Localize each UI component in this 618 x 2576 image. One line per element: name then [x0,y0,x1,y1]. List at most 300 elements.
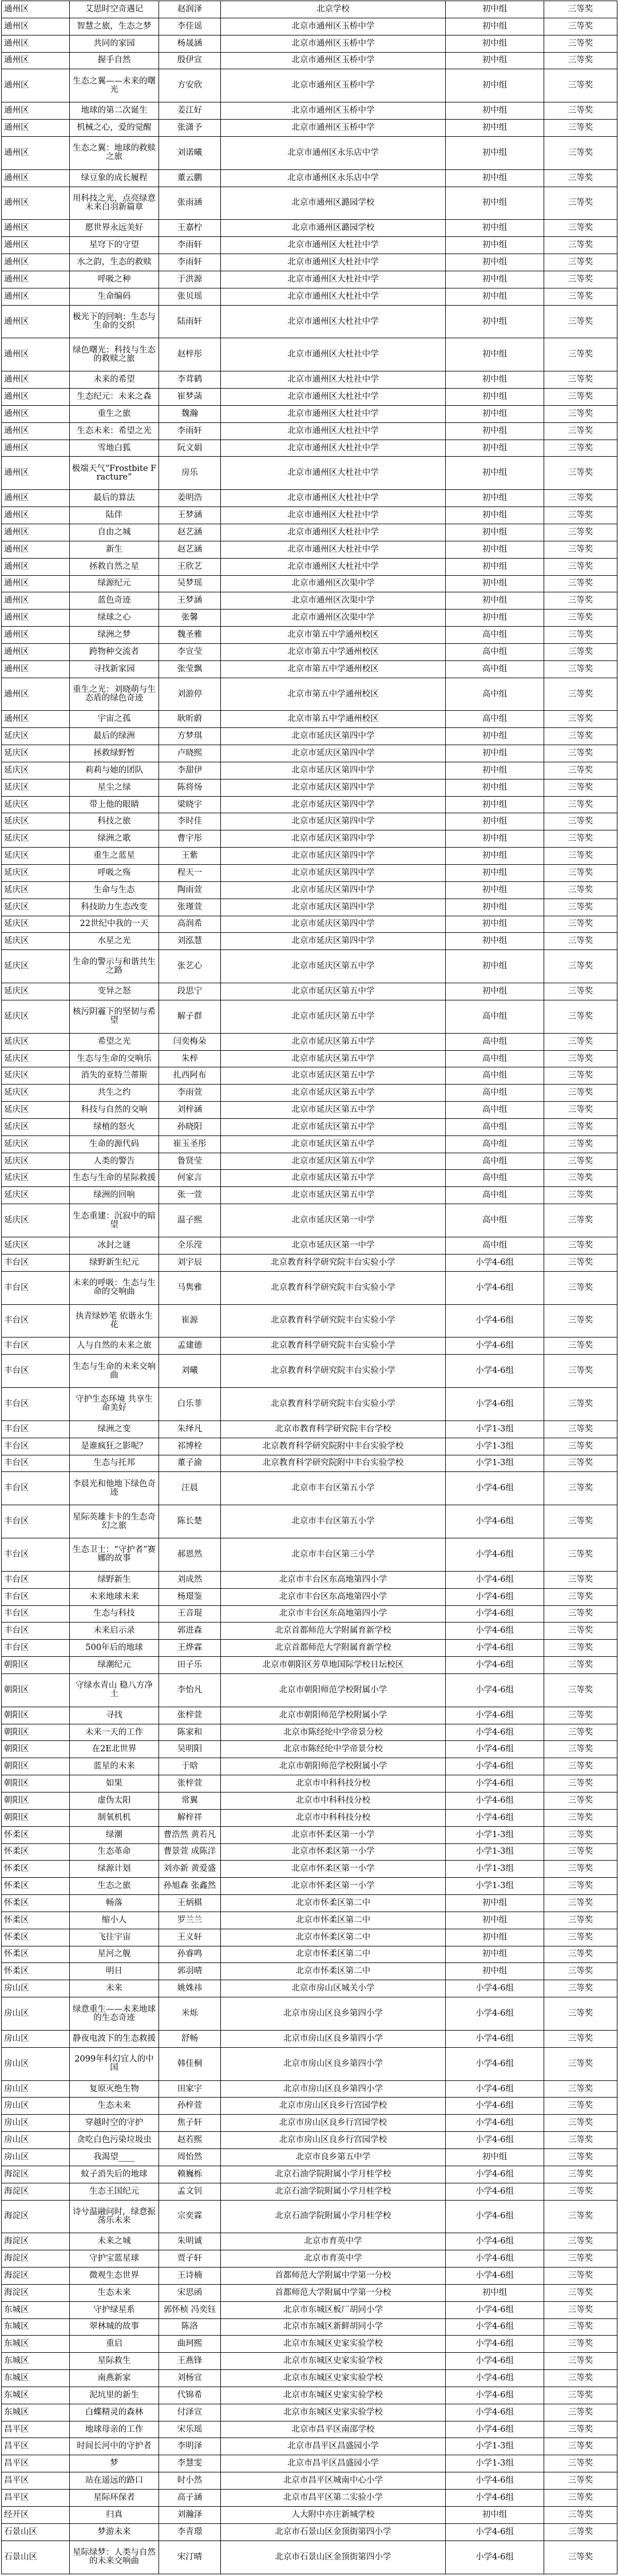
school-cell: 北京市通州区玉桥中学 [221,35,446,52]
title-cell: 制氧机机 [70,1809,159,1826]
group-cell: 高中组 [446,627,544,644]
award-cell: 三等奖 [544,1588,617,1605]
title-cell: 南燕新家 [70,2370,159,2387]
table-row [2,288,617,305]
district-cell: 朝阳区 [2,1657,70,1674]
award-cell: 三等奖 [544,490,617,507]
title-cell: 带上他的眼睛 [70,796,159,813]
author-cell: 王炳棋 [159,1895,221,1912]
author-cell: 白乐菲 [159,1388,221,1421]
table-row [2,762,617,779]
school-cell: 北京教育科学研究院丰台实验小学 [221,1388,446,1421]
group-cell: 高中组 [446,1204,544,1237]
award-cell: 三等奖 [544,1237,617,1255]
award-cell: 三等奖 [544,1538,617,1572]
author-cell: 张一萱 [159,1187,221,1204]
school-cell: 北京市通州区玉桥中学 [221,102,446,120]
school-cell: 北京首都师范大学附属育新学校 [221,1623,446,1640]
award-cell: 三等奖 [544,2489,617,2506]
group-cell: 小学4-6组 [446,1355,544,1388]
author-cell: 罗兰兰 [159,1912,221,1929]
title-cell: 生态与生命的星际救援 [70,1170,159,1187]
school-cell: 北京市朝阳区芳草地国际学校日坛校区 [221,1657,446,1674]
table-row [2,389,617,406]
school-cell: 北京市延庆区第四中学 [221,796,446,813]
school-cell: 北京教育科学研究院丰台实验小学 [221,1304,446,1338]
title-cell: 绿潮 [70,1826,159,1843]
award-cell: 三等奖 [544,1271,617,1304]
award-cell: 三等奖 [544,120,617,137]
group-cell: 初中组 [446,405,544,422]
district-cell: 怀柔区 [2,1826,70,1843]
author-cell: 张梓萱 [159,1775,221,1792]
district-cell: 朝阳区 [2,1758,70,1775]
district-cell: 通州区 [2,187,70,220]
group-cell: 小学4-6组 [446,1775,544,1792]
table-row [2,2523,617,2541]
district-cell: 海淀区 [2,2200,70,2233]
award-table-body [2,1,617,2574]
group-cell: 高中组 [446,1000,544,1033]
group-cell: 初中组 [446,389,544,406]
school-cell: 北京市通州区永乐店中学 [221,136,446,169]
title-cell: 生命与生态 [70,881,159,899]
author-cell: 张贝瑶 [159,288,221,305]
author-cell: 赖巍栎 [159,2166,221,2183]
author-cell: 刘梓涵 [159,1102,221,1119]
district-cell: 东城区 [2,2336,70,2353]
school-cell: 北京市东城区史家实验学校 [221,2353,446,2370]
table-row [2,1673,617,1707]
district-cell: 东城区 [2,2318,70,2336]
award-cell: 三等奖 [544,1946,617,1963]
district-cell: 通州区 [2,52,70,69]
group-cell: 小学4-6组 [446,1997,544,2031]
title-cell: 梦游未来 [70,2523,159,2541]
group-cell: 初中组 [446,916,544,933]
award-cell: 三等奖 [544,1187,617,1204]
school-cell: 北京市通州区次渠中学 [221,592,446,610]
title-cell: 人类的警告 [70,1153,159,1170]
school-cell: 北京市通州区玉桥中学 [221,69,446,102]
group-cell: 初中组 [446,271,544,288]
author-cell: 张瑾萱 [159,899,221,916]
group-cell: 小学4-6组 [446,1640,544,1657]
author-cell: 房乐 [159,457,221,490]
table-row [2,1355,617,1388]
author-cell: 姜明浩 [159,490,221,507]
district-cell: 房山区 [2,2115,70,2132]
award-cell: 三等奖 [544,1067,617,1085]
district-cell: 延庆区 [2,1204,70,1237]
title-cell: 希望之光 [70,1033,159,1050]
award-table [1,1,617,2574]
award-cell: 三等奖 [544,1673,617,1707]
title-cell: 守护生态环境 共享生命美好 [70,1388,159,1421]
award-cell: 三等奖 [544,711,617,728]
award-cell: 三等奖 [544,1758,617,1775]
school-cell: 北京市延庆区第四中学 [221,899,446,916]
district-cell: 怀柔区 [2,1843,70,1861]
title-cell: 宇宙之孤 [70,711,159,728]
table-row [2,1102,617,1119]
author-cell: 刘宇辰 [159,1254,221,1271]
table-row [2,35,617,52]
title-cell: 雪地白狐 [70,440,159,457]
award-cell: 三等奖 [544,1505,617,1538]
author-cell: 朱绎凡 [159,1420,221,1438]
district-cell: 通州区 [2,69,70,102]
school-cell: 北京市陈经纶中学帝景分校 [221,1741,446,1758]
title-cell: 虚伪太阳 [70,1792,159,1809]
award-cell: 三等奖 [544,610,617,627]
title-cell: 握手自然 [70,52,159,69]
school-cell: 北京市延庆区第五中学 [221,1118,446,1135]
author-cell: 姚姝祎 [159,1980,221,1997]
table-row [2,575,617,592]
district-cell: 丰台区 [2,1388,70,1421]
group-cell: 小学4-6组 [446,2404,544,2421]
author-cell: 王嘉柠 [159,220,221,237]
title-cell: 绿野新生纪元 [70,1254,159,1271]
table-row [2,187,617,220]
title-cell: 贪吃白色污染垃圾虫 [70,2132,159,2149]
table-row [2,796,617,813]
group-cell: 小学1-3组 [446,1826,544,1843]
group-cell: 小学4-6组 [446,1980,544,1997]
district-cell: 通州区 [2,678,70,711]
award-cell: 三等奖 [544,1204,617,1237]
school-cell: 北京学校 [221,1,446,18]
group-cell: 初中组 [446,457,544,490]
author-cell: 殷伊宣 [159,52,221,69]
district-cell: 丰台区 [2,1571,70,1588]
school-cell: 北京教育科学研究院附中丰台实验学校 [221,1455,446,1472]
author-cell: 李时佳 [159,813,221,830]
author-cell: 孙晓阳 [159,1118,221,1135]
table-row [2,2421,617,2438]
author-cell: 赵润泽 [159,1,221,18]
group-cell: 初中组 [446,136,544,169]
district-cell: 延庆区 [2,762,70,779]
group-cell: 初中组 [446,728,544,745]
group-cell: 小学4-6组 [446,1538,544,1572]
title-cell: 绿球之心 [70,610,159,627]
group-cell: 初中组 [446,541,544,558]
district-cell: 延庆区 [2,916,70,933]
district-cell: 通州区 [2,610,70,627]
group-cell: 初中组 [446,440,544,457]
table-row [2,220,617,237]
title-cell: 跨物种交流者 [70,643,159,660]
title-cell: 愿世界永远美好 [70,220,159,237]
group-cell: 小学4-6组 [446,1388,544,1421]
table-row [2,2115,617,2132]
title-cell: 未来 [70,1980,159,1997]
title-cell: 生态卫士：“守护者”赛娜的故事 [70,1538,159,1572]
group-cell: 小学4-6组 [446,2250,544,2268]
school-cell: 北京市延庆区第四中学 [221,830,446,848]
district-cell: 通州区 [2,660,70,678]
school-cell: 北京市延庆区第五中学 [221,1102,446,1119]
table-row [2,2284,617,2301]
title-cell: 生命编码 [70,288,159,305]
group-cell: 初中组 [446,575,544,592]
table-row [2,1505,617,1538]
author-cell: 宋乐瑶 [159,2421,221,2438]
title-cell: 生态未来：希望之光 [70,422,159,440]
table-row [2,848,617,865]
school-cell: 北京市中科科技分校 [221,1809,446,1826]
title-cell: 站在遥远的路口 [70,2472,159,2490]
group-cell: 初中组 [446,288,544,305]
table-row [2,916,617,933]
district-cell: 通州区 [2,627,70,644]
table-row [2,813,617,830]
author-cell: 郭羽晴 [159,1963,221,1980]
award-cell: 三等奖 [544,1826,617,1843]
group-cell: 小学1-3组 [446,2438,544,2455]
group-cell: 小学4-6组 [446,2472,544,2490]
title-cell: 科技助力生态改变 [70,899,159,916]
author-cell: 孙睿鸣 [159,1946,221,1963]
title-cell: 蚊子消失后的地球 [70,2166,159,2183]
award-cell: 三等奖 [544,2336,617,2353]
award-cell: 三等奖 [544,728,617,745]
group-cell: 小学4-6组 [446,1809,544,1826]
district-cell: 通州区 [2,440,70,457]
title-cell: 星河之舰 [70,1946,159,1963]
school-cell: 北京市房山区城关小学 [221,1980,446,1997]
district-cell: 延庆区 [2,848,70,865]
award-cell: 三等奖 [544,2132,617,2149]
table-row [2,678,617,711]
award-cell: 三等奖 [544,848,617,865]
title-cell: 畅落 [70,1895,159,1912]
table-row [2,1135,617,1153]
title-cell: 陆伴 [70,507,159,524]
district-cell: 怀柔区 [2,1912,70,1929]
district-cell: 通州区 [2,1,70,18]
table-row [2,1050,617,1067]
district-cell: 朝阳区 [2,1673,70,1707]
title-cell: 新生 [70,541,159,558]
group-cell: 初中组 [446,848,544,865]
district-cell: 通州区 [2,541,70,558]
school-cell: 北京市延庆区第五中学 [221,1170,446,1187]
group-cell: 小学4-6组 [446,1741,544,1758]
author-cell: 曹宇彤 [159,830,221,848]
author-cell: 代锦希 [159,2387,221,2404]
table-row [2,1843,617,1861]
table-row [2,950,617,983]
award-cell: 三等奖 [544,338,617,371]
title-cell: 生态重建：沉寂中的暗望 [70,1204,159,1237]
district-cell: 延庆区 [2,1118,70,1135]
group-cell: 小学4-6组 [446,2166,544,2183]
table-row [2,405,617,422]
table-row [2,2353,617,2370]
award-cell: 三等奖 [544,575,617,592]
group-cell: 初中组 [446,305,544,338]
district-cell: 通州区 [2,305,70,338]
table-row [2,2047,617,2080]
award-cell: 三等奖 [544,1861,617,1878]
award-cell: 三等奖 [544,2047,617,2080]
author-cell: 李茸鹤 [159,371,221,389]
author-cell: 李雨萱 [159,1085,221,1102]
author-cell: 刘瀚泽 [159,2506,221,2523]
table-row [2,1085,617,1102]
table-row [2,728,617,745]
table-row [2,2132,617,2149]
table-row [2,1067,617,1085]
district-cell: 通州区 [2,102,70,120]
award-cell: 三等奖 [544,1085,617,1102]
award-cell: 三等奖 [544,405,617,422]
table-row [2,1338,617,1355]
table-row [2,1640,617,1657]
title-cell: 梦 [70,2455,159,2472]
district-cell: 昌平区 [2,2472,70,2490]
author-cell: 李雨轩 [159,422,221,440]
district-cell: 东城区 [2,2301,70,2318]
author-cell: 鲁贤莹 [159,1153,221,1170]
award-cell: 三等奖 [544,2080,617,2098]
author-cell: 李明泽 [159,2438,221,2455]
school-cell: 北京市通州区永乐店中学 [221,169,446,187]
group-cell: 高中组 [446,1050,544,1067]
group-cell: 初中组 [446,102,544,120]
table-row [2,881,617,899]
author-cell: 王义轩 [159,1929,221,1946]
school-cell: 北京市延庆区第四中学 [221,848,446,865]
district-cell: 怀柔区 [2,1963,70,1980]
school-cell: 北京市东城区新鲜胡同小学 [221,2318,446,2336]
award-cell: 三等奖 [544,1438,617,1455]
group-cell: 小学4-6组 [446,1623,544,1640]
author-cell: 姜江好 [159,102,221,120]
school-cell: 北京市昌平区昌盛园小学 [221,2438,446,2455]
table-row [2,2489,617,2506]
school-cell: 北京市通州区大杜社中学 [221,490,446,507]
award-cell: 三等奖 [544,2472,617,2490]
school-cell: 北京市通州区潞园学校 [221,220,446,237]
table-row [2,865,617,882]
author-cell: 曹浩然 黄若凡 [159,1826,221,1843]
author-cell: 阮文娟 [159,440,221,457]
district-cell: 延庆区 [2,796,70,813]
group-cell: 高中组 [446,1118,544,1135]
table-row [2,1420,617,1438]
school-cell: 北京市怀柔区第一小学 [221,1826,446,1843]
author-cell: 舒畅 [159,2030,221,2047]
table-row [2,2336,617,2353]
title-cell: 消失的亚特兰蒂斯 [70,1067,159,1085]
title-cell: 归真 [70,2506,159,2523]
award-cell: 三等奖 [544,916,617,933]
school-cell: 北京市昌平区城南中心小学 [221,2472,446,2490]
table-row [2,524,617,541]
title-cell: 绿豆象的成长履程 [70,169,159,187]
school-cell: 北京教育科学研究院附中丰台实验学校 [221,1438,446,1455]
group-cell: 小学4-6组 [446,1472,544,1505]
author-cell: 陈长楚 [159,1505,221,1538]
table-row [2,711,617,728]
title-cell: 生命的警示与和谐共生之路 [70,950,159,983]
school-cell: 北京市通州区大杜社中学 [221,457,446,490]
district-cell: 延庆区 [2,1135,70,1153]
award-cell: 三等奖 [544,1153,617,1170]
district-cell: 怀柔区 [2,1861,70,1878]
school-cell: 北京市房山区良乡第四小学 [221,2030,446,2047]
award-cell: 三等奖 [544,1809,617,1826]
group-cell: 初中组 [446,2506,544,2523]
author-cell: 温子熙 [159,1204,221,1237]
award-cell: 三等奖 [544,1623,617,1640]
author-cell: 赵艺涵 [159,541,221,558]
district-cell: 东城区 [2,2387,70,2404]
award-cell: 三等奖 [544,950,617,983]
title-cell: 星尘之绿 [70,779,159,796]
title-cell: 星际英雄卡卡的生态奇幻之旅 [70,1505,159,1538]
title-cell: 呼吸之种 [70,271,159,288]
school-cell: 北京市昌平区南邵学校 [221,2421,446,2438]
award-cell: 三等奖 [544,18,617,35]
award-cell: 三等奖 [544,2523,617,2541]
district-cell: 通州区 [2,254,70,271]
school-cell: 北京市怀柔区第一小学 [221,1878,446,1895]
group-cell: 小学4-6组 [446,2421,544,2438]
school-cell: 北京市昌平区第二实验小学 [221,2489,446,2506]
award-cell: 三等奖 [544,271,617,288]
school-cell: 北京市第五中学通州校区 [221,643,446,660]
author-cell: 陶雨萱 [159,881,221,899]
award-cell: 三等奖 [544,1707,617,1724]
author-cell: 王梦涵 [159,592,221,610]
award-cell: 三等奖 [544,2148,617,2166]
group-cell: 初中组 [446,983,544,1000]
table-row [2,899,617,916]
school-cell: 北京市中科科技分校 [221,1792,446,1809]
table-row [2,1254,617,1271]
author-cell: 李慧雯 [159,2455,221,2472]
district-cell: 昌平区 [2,2489,70,2506]
district-cell: 怀柔区 [2,1929,70,1946]
title-cell: 明日 [70,1963,159,1980]
award-cell: 三等奖 [544,1571,617,1588]
title-cell: 蓝星的未来 [70,1758,159,1775]
title-cell: 绿洲之梦 [70,627,159,644]
group-cell: 小学4-6组 [446,1505,544,1538]
author-cell: 孟建德 [159,1338,221,1355]
table-row [2,627,617,644]
school-cell: 北京市陈经纶中学帝景分校 [221,1724,446,1741]
table-row [2,2455,617,2472]
award-cell: 三等奖 [544,899,617,916]
table-row [2,1187,617,1204]
author-cell: 刘曦 [159,1355,221,1388]
author-cell: 孟文钊 [159,2183,221,2200]
group-cell: 初中组 [446,187,544,220]
table-row [2,1538,617,1572]
title-cell: 核污阴霾下的坚韧与希望 [70,1000,159,1033]
district-cell: 通州区 [2,120,70,137]
award-cell: 三等奖 [544,1254,617,1271]
award-cell: 三等奖 [544,2301,617,2318]
table-row [2,18,617,35]
title-cell: 在2E北世界 [70,1741,159,1758]
